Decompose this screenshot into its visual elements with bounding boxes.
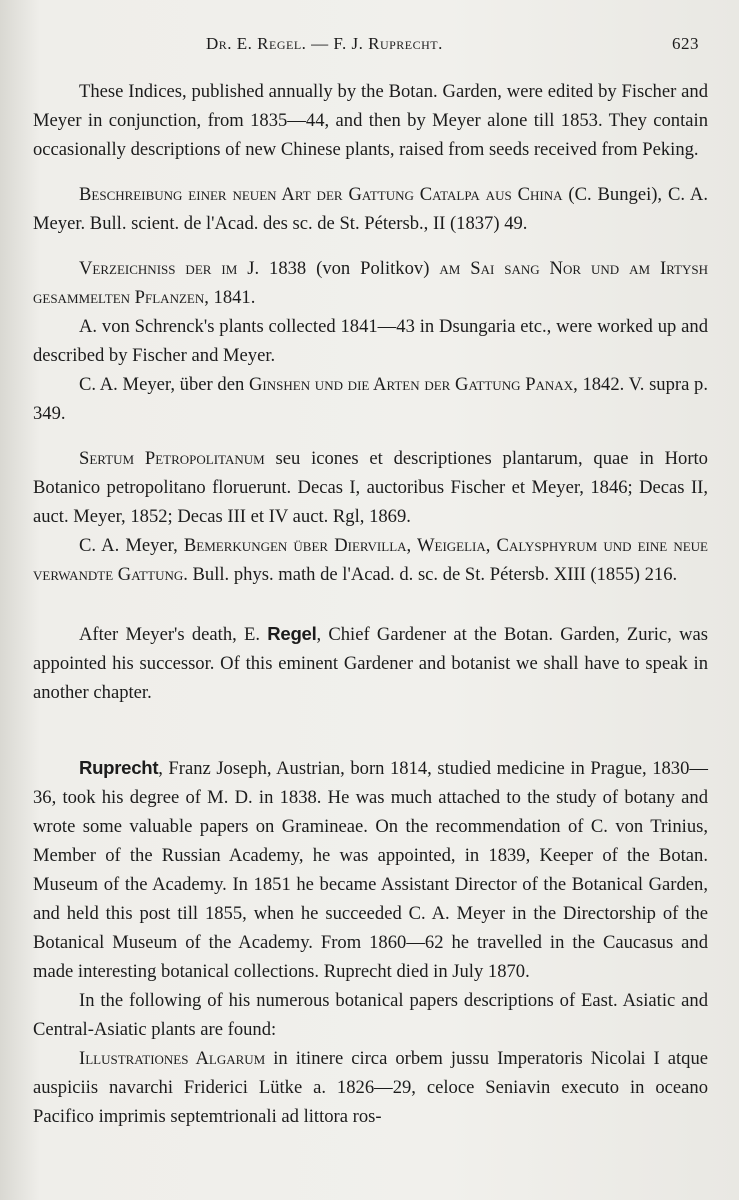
paragraph-catalpa <box>33 180 708 238</box>
work-title: Illustrationes Algarum <box>79 1048 266 1069</box>
paragraph-text: . Bull. phys. math de l'Acad. d. sc. de St. Pétersb. XIII (1855) 216. <box>183 564 678 585</box>
paragraph-text: In the following of his numerous botanical papers descriptions of East. Asiatic and Central-Asiatic plants are found: <box>33 990 708 1040</box>
paragraph-text: J. 1838 (von Politkov) <box>237 258 440 279</box>
running-title: Dr. E. Regel. — F. J. Ruprecht. <box>206 34 443 53</box>
work-title: Bemerkungen über Diervilla, Weigelia, Calysphyrum und eine neue verwandte Gattung <box>33 535 708 585</box>
paragraph-verzeichniss <box>33 254 708 312</box>
paragraph-text: , Chief Gardener at the Botan. Garden, Zuric, was appointed his successor. Of this eminent Gardener and botanist we shall have to speak in another chapter. <box>33 624 708 703</box>
paragraph-ginshen <box>33 370 708 428</box>
paragraph-text: in itinere circa orbem jussu Imperatoris Nicolai I atque auspiciis navarchi Friderici Lütke a. 1826—29, celoce Seniavin executo in oceano Pacifico imprimis septemtrionali ad littora ros- <box>33 1048 708 1127</box>
paragraph-text: , Franz Joseph, Austrian, born 1814, studied medicine in Prague, 1830—36, took his degree of M. D. in 1838. He was much attached to the study of botany and wrote some valuable papers on Gramineae. On the recommendation of C. von Trinius, Member of the Russian Academy, he was appointed, in 1839, Keeper of the Botan. Museum of the Academy. In 1851 he became Assistant Director of the Botanical Garden, and held this post till 1855, when he succeeded C. A. Meyer in the Directorship of the Botanical Museum of the Academy. From 1860—62 he travelled in the Caucasus and made interesting botanical collections. Ruprecht died in July 1870. <box>33 758 708 982</box>
page-number: 623 <box>672 34 699 53</box>
paragraph-following <box>33 986 708 1044</box>
paragraph-text: These Indices, published annually by the Botan. Garden, were edited by Fischer and Meyer in conjunction, from 1835—44, and then by Meyer alone till 1853. They contain occasionally descriptions of new Chinese plants, raised from seeds received from Peking. <box>33 81 708 160</box>
paragraph-text: C. A. Meyer, über den <box>79 374 249 395</box>
paragraph-regel <box>33 619 708 707</box>
work-title: Sertum Petropolitanum <box>79 448 265 469</box>
work-title: Beschreibung einer neuen Art der Gattung Catalpa aus China <box>79 184 563 205</box>
name-heading: Regel <box>267 623 317 644</box>
paragraph-schrenck <box>33 312 708 370</box>
paragraph-text: , 1842. V. supra p. 349. <box>33 374 709 424</box>
paragraph-text: A. von Schrenck's plants collected 1841—43 in Dsungaria etc., were worked up and described by Fischer and Meyer. <box>33 316 708 366</box>
paragraph-text: seu icones et descriptiones plantarum, quae in Horto Botanico petropolitano floruerunt. Decas I, auctoribus Fischer et Meyer, 1846; Decas II, auct. Meyer, 1852; Decas III et IV auct. Rgl, 1869. <box>33 448 708 527</box>
paragraph-indices <box>33 77 708 164</box>
paragraph-text: (C. Bungei), C. A. Meyer. Bull. scient. de l'Acad. des sc. de St. Pétersb., II (1837) 49. <box>33 184 708 234</box>
name-heading: Ruprecht <box>79 757 159 778</box>
paragraph-text: , 1841. <box>204 287 256 308</box>
paragraph-ruprecht <box>33 753 708 986</box>
paragraph-text: C. A. Meyer, <box>79 535 184 556</box>
paragraph-sertum <box>33 444 708 531</box>
work-title: Ginshen und die Arten der Gattung Panax <box>249 374 574 395</box>
work-title: Verzeichniss der im <box>79 258 238 279</box>
page-header <box>0 34 739 58</box>
paragraph-bemerkungen <box>33 531 708 589</box>
work-title: am Sai sang Nor und am Irtysh gesammelten Pflanzen <box>33 258 709 308</box>
page-body <box>33 77 708 1131</box>
paragraph-algarum <box>33 1044 708 1131</box>
paragraph-text: After Meyer's death, E. <box>79 624 268 645</box>
